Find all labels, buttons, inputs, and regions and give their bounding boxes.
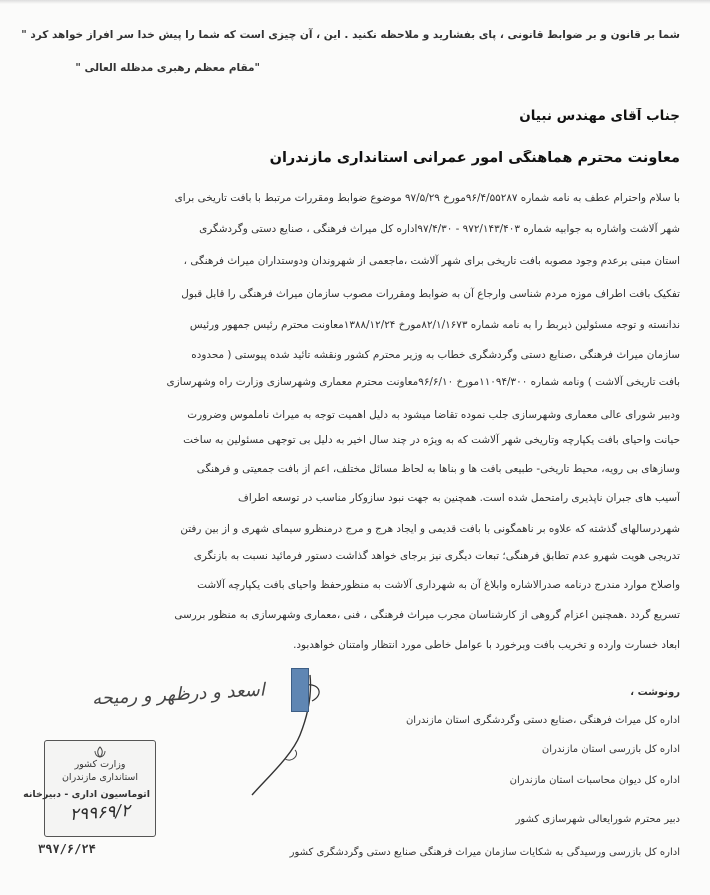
stamp-date: ۳۹۷/۶/۲۴ [38, 842, 96, 856]
stamp-org-line1: وزارت کشور [74, 759, 126, 770]
stamp-unit: اتوماسیون اداری - دبیرخانه [23, 789, 150, 800]
body-line: بافت تاریخی آلاشت ) ونامه شماره ۱۱۰۹۴/۳۰۰مورخ ۹۶/۶/۱۰معاونت محترم معماری وشهرسازی وزارت راه وشهرسازی [166, 376, 680, 388]
body-line: ودبیر شورای عالی معماری وشهرسازی جلب نموده تقاضا میشود به دلیل اهمیت توجه به میراث ناملموس وضرورت [187, 409, 680, 421]
body-line: شهر آلاشت واشاره به جوابیه شماره ۹۷۲/۱۴۳/۴۰۳ - ۹۷/۴/۳۰اداره کل میراث فرهنگی ، صنایع دستی وگردشگری [199, 223, 680, 235]
body-line: وسازهای بی رویه، محیط تاریخی- طبیعی بافت ها و بناها به لحاظ مسائل مختلف، اعم از بافت جمعیتی و فرهنگی [196, 463, 680, 475]
body-line: شهردرسالهای گذشته که علاوه بر ناهمگونی با بافت قدیمی و ایجاد هرج و مرج درمنظرو سیمای شهری و از بین رفتن [180, 523, 680, 535]
addressee-title: معاونت محترم هماهنگی امور عمرانی استانداری مازندران [269, 150, 680, 166]
addressee-name: جناب آقای مهندس نبیان [519, 108, 680, 124]
cc-item: اداره کل بازرسی ورسیدگی به شکایات سازمان میراث فرهنگی صنایع دستی وگردشگری کشور [289, 847, 680, 858]
body-line: سازمان میراث فرهنگی ،صنایع دستی وگردشگری خطاب به وزیر محترم کشور ونقشه تائید شده پیوستی ( محدوده [191, 349, 680, 361]
stamp-org-line2: استانداری مازندران [61, 772, 139, 783]
body-line: حیانت واحیای بافت یکپارچه وتاریخی شهر آلاشت که به ویژه در چند سال اخیر به دلیل بی توجهی مسئولین به ساخت [183, 434, 680, 446]
body-line: با سلام واحترام عطف به نامه شماره ۹۶/۴/۵۵۲۸۷مورخ ۹۷/۵/۲۹ موضوع ضوابط ومقررات مرتبط با بافت تاریخی برای [174, 192, 680, 204]
cc-item: اداره کل میراث فرهنگی ،صنایع دستی وگردشگری استان مازندران [405, 715, 680, 726]
cc-item: اداره کل دیوان محاسبات استان مازندران [509, 775, 680, 786]
handwritten-note: اسعد و درظهر و رمیحه [91, 679, 266, 710]
body-line: آسیب های جبران ناپذیری رامتحمل شده است. همچنین به جهت نبود سازوکار مناسب در توسعه اطراف [238, 492, 680, 504]
body-line: تدریجی هویت شهرو عدم تطابق فرهنگی؛ تبعات دیگری نیز برجای خواهد گذاشت دستور فرمائید نسبت به بازنگری [193, 550, 680, 562]
body-line: واصلاح موارد مندرج درنامه صدرالاشاره وابلاغ آن به شهرداری آلاشت به منظورحفظ واحیای بافت یکپارچه آلاشت [197, 579, 680, 591]
body-line: تسریع گردد .همچنین اعزام گروهی از کارشناسان مجرب میراث فرهنگی ، فنی ،معماری وشهرسازی به منظور بررسی [174, 609, 680, 621]
stamp-number: ۲۹۹۶۹/۲ [69, 800, 131, 826]
body-line: ندانسته و توجه مسئولین ذیربط را به نامه شماره ۸۲/۱/۱۶۷۳مورخ ۱۳۸۸/۱۲/۲۴معاونت محترم رئیس جمهور ورئیس [189, 319, 680, 331]
body-line: ابعاد خسارت وارده و تخریب بافت وبرخورد با عوامل خاطی مورد انتظار وامتنان خواهدبود. [293, 639, 680, 651]
body-line: تفکیک بافت اطراف موزه مردم شناسی وارجاع آن به ضوابط ومقررات مصوب سازمان میراث فرهنگی را قابل قبول [181, 288, 680, 300]
cc-label: رونوشت ، [630, 687, 680, 698]
header-quote: شما بر قانون و بر ضوابط قانونی ، پای بفشارید و ملاحظه نکنید . این ، آن چیزی است که شما را پیش خدا سر افراز خواهد کرد " [21, 29, 680, 41]
header-quote-source: "مقام معظم رهبری مدظله العالی " [75, 62, 260, 74]
body-line: استان مبنی برعدم وجود مصوبه بافت تاریخی برای شهر آلاشت ،ماجعمی از شهروندان ودوستداران میراث فرهنگی ، [183, 255, 680, 267]
emblem-icon [92, 746, 108, 758]
scan-edge [0, 0, 710, 4]
registration-stamp [23, 740, 156, 837]
cc-item: اداره کل بازرسی استان مازندران [541, 744, 680, 755]
cc-item: دبیر محترم شورایعالی شهرسازی کشور [515, 814, 680, 825]
